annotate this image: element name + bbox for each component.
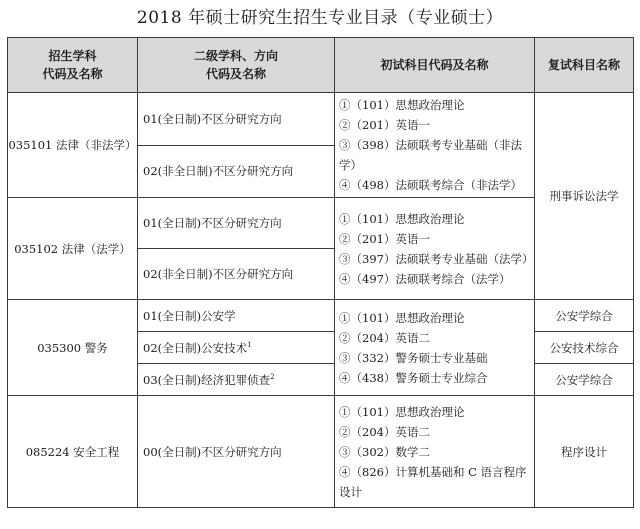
header-exam: 初试科目代码及名称 — [335, 38, 535, 93]
exam-item: ①（101）思想政治理论 — [339, 211, 465, 226]
exam-item: ②（204）英语二 — [339, 424, 430, 439]
direction-cell: 01(全日制)不区分研究方向 — [138, 198, 335, 249]
footnote-marker: 1 — [247, 340, 252, 349]
major-cell: 085224 安全工程 — [8, 396, 138, 508]
exam-item: ②（201）英语一 — [339, 231, 430, 246]
exam-item: ④（497）法硕联考综合（法学） — [339, 271, 511, 286]
exam-item: ③（397）法硕联考专业基础（法学） — [339, 251, 534, 266]
footnote-marker: 2 — [270, 372, 275, 381]
major-cell: 035300 警务 — [8, 300, 138, 396]
exam-item: ②（204）英语二 — [339, 330, 430, 345]
retest-cell: 程序设计 — [535, 396, 634, 508]
direction-cell: 03(全日制)经济犯罪侦查$^2$ — [138, 364, 335, 396]
exam-item: ③（398）法硕联考专业基础（非法学） — [339, 138, 522, 172]
exam-cell — [335, 93, 535, 198]
direction-cell: 02(非全日制)不区分研究方向 — [138, 145, 335, 198]
direction-cell: 01(全日制)公安学 — [138, 300, 335, 332]
table-row — [8, 300, 634, 332]
direction-cell: 01(全日制)不区分研究方向 — [138, 93, 335, 146]
exam-item: ②（201）英语一 — [339, 118, 430, 132]
direction-cell: 02(全日制)公安技术$^1$ — [138, 332, 335, 364]
exam-item: ①（101）思想政治理论 — [339, 404, 465, 419]
document-title: 2018 年硕士研究生招生专业目录（专业硕士） — [136, 8, 504, 28]
header-retest: 复试科目名称 — [535, 38, 634, 93]
retest-cell: 公安学综合 — [535, 364, 634, 396]
exam-cell — [335, 300, 535, 396]
exam-item: ③（332）警务硕士专业基础 — [339, 350, 488, 365]
exam-cell — [335, 396, 535, 508]
major-cell: 035101 法律（非法学） — [8, 93, 138, 198]
header-row — [8, 38, 634, 93]
exam-item: ①（101）思想政治理论 — [339, 310, 465, 325]
header-major: 招生学科 代码及名称 — [8, 38, 138, 93]
direction-cell: 00(全日制)不区分研究方向 — [138, 396, 335, 508]
direction-cell: 02(非全日制)不区分研究方向 — [138, 249, 335, 300]
retest-cell: 刑事诉讼法学 — [535, 93, 634, 300]
retest-cell: 公安学综合 — [535, 300, 634, 332]
exam-item: ④（438）警务硕士专业综合 — [339, 370, 488, 385]
exam-item: ④（826）计算机基础和 C 语言程序设计 — [339, 464, 527, 499]
exam-item: ③（302）数学二 — [339, 444, 430, 459]
table-row — [8, 93, 634, 146]
exam-cell — [335, 198, 535, 300]
header-direction: 二级学科、方向 代码及名称 — [138, 38, 335, 93]
exam-item: ①（101）思想政治理论 — [339, 98, 465, 112]
table-row — [8, 396, 634, 508]
exam-item: ④（498）法硕联考综合（非法学） — [339, 178, 522, 192]
retest-cell: 公安技术综合 — [535, 332, 634, 364]
catalog-table — [7, 37, 634, 508]
major-cell: 035102 法律（法学） — [8, 198, 138, 300]
